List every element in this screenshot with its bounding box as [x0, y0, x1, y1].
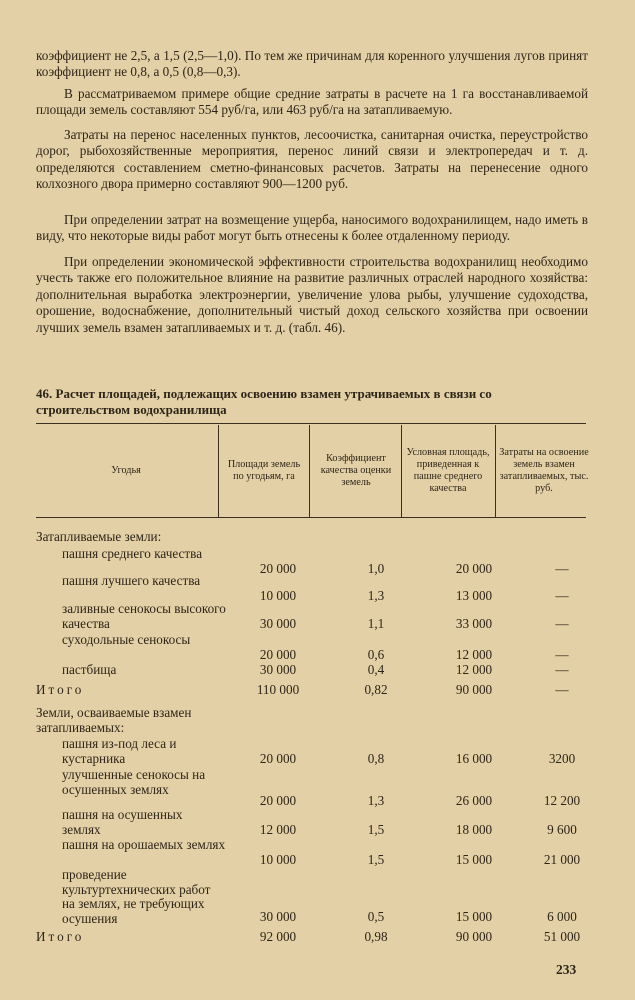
table-row [36, 601, 596, 631]
table-row [36, 867, 596, 926]
header-cell-lands: Угодья [111, 464, 141, 476]
cell-coefficient: 0,5 [367, 909, 385, 924]
cell-cost: 51 000 [543, 929, 581, 944]
cell-area: 20 000 [259, 561, 297, 576]
table-top-rule [36, 423, 586, 424]
row-label: пашня из-под леса и кустарника [62, 736, 177, 766]
cell-conditional-area: 33 000 [455, 616, 493, 631]
cell-conditional-area: 20 000 [455, 561, 493, 576]
table-row [36, 663, 596, 683]
total-row [36, 930, 596, 950]
row-label: пашня среднего качества [62, 546, 203, 561]
row-label: проведение культуртехнических работ на землях, не требующих осушения [62, 867, 211, 926]
cell-area: 12 000 [259, 822, 297, 837]
cell-area: 30 000 [259, 662, 297, 677]
cell-area: 30 000 [259, 909, 297, 924]
cell-coefficient: 1,3 [367, 588, 385, 603]
row-label: пашня на осушенных землях [62, 807, 183, 837]
cell-coefficient: 0,82 [364, 682, 388, 697]
table-row [36, 767, 596, 808]
cell-coefficient: 1,0 [367, 561, 385, 576]
total-row [36, 683, 596, 703]
paragraph-2: В рассматриваемом примере общие средние затраты в расчете на 1 га восстанавливаемой площади земель составляют 554 руб/га, или 463 руб/га на затапливаемую. [36, 86, 588, 118]
column-divider [495, 425, 496, 517]
table-row [36, 807, 596, 837]
cell-area: 20 000 [259, 647, 297, 662]
table-row [36, 573, 596, 603]
table-row [36, 546, 596, 576]
cell-cost: — [555, 647, 569, 662]
cell-conditional-area: 12 000 [455, 662, 493, 677]
cell-cost: 12 200 [543, 793, 581, 808]
cell-conditional-area: 15 000 [455, 909, 493, 924]
table-header-rule [36, 517, 586, 518]
paragraph-3: Затраты на перенос населенных пунктов, лесоочистка, санитарная очистка, переустройство дорог, рыбохозяйственные мероприятия, перенос линий связи и электропередач и т. д. определяются составлением сметно-финансовых расчетов. Затраты на перенесение одного колхозного двора примерно составляют 900—1200 руб. [36, 127, 588, 192]
cell-coefficient: 1,1 [367, 616, 385, 631]
cell-cost: 9 600 [547, 822, 577, 837]
cell-coefficient: 0,8 [367, 751, 385, 766]
paragraph-5: При определении экономической эффективности строительства водохранилищ необходимо учесть также его положительное влияние на развитие различных отраслей народного хозяйства: дополнительная выработка электроэнергии, увеличение улова рыбы, улучшение судоходства, орошение, водоснабжение, дополнительный чистый доход сельского хозяйства при освоении лучших земель взамен затапливаемых и т. д. (табл. 46). [36, 254, 588, 335]
table-row [36, 736, 596, 766]
row-label: пастбища [62, 662, 117, 677]
section-title: Затапливаемые земли: [36, 529, 162, 544]
total-label: Итого [36, 929, 85, 944]
cell-conditional-area: 13 000 [455, 588, 493, 603]
cell-conditional-area: 16 000 [455, 751, 493, 766]
cell-coefficient: 0,98 [364, 929, 388, 944]
column-divider [218, 425, 219, 517]
cell-area: 10 000 [259, 852, 297, 867]
cell-cost: 21 000 [543, 852, 581, 867]
cell-area: 92 000 [259, 929, 297, 944]
cell-cost: — [555, 561, 569, 576]
header-cell-area: Площади земель по угодьям, га [227, 458, 301, 482]
section-title: Земли, осваиваемые взамен затапливаемых: [36, 705, 192, 735]
cell-coefficient: 1,5 [367, 822, 385, 837]
cell-cost: — [555, 616, 569, 631]
row-label: пашня лучшего качества [62, 573, 201, 588]
total-label: Итого [36, 682, 85, 697]
paragraph-4: При определении затрат на возмещение ущерба, наносимого водохранилищем, надо иметь в виду, что некоторые виды работ могут быть отнесены к более отдаленному периоду. [36, 212, 588, 244]
row-label: улучшенные сенокосы на осушенных землях [62, 767, 206, 797]
cell-area: 110 000 [256, 682, 300, 697]
header-cell-costs: Затраты на освоение земель взамен затапливаемых, тыс. руб. [499, 446, 589, 495]
cell-coefficient: 1,5 [367, 852, 385, 867]
cell-area: 30 000 [259, 616, 297, 631]
column-divider [309, 425, 310, 517]
row-label: суходольные сенокосы [62, 632, 191, 647]
cell-cost: — [555, 588, 569, 603]
cell-area: 20 000 [259, 751, 297, 766]
table-row [36, 837, 596, 867]
cell-conditional-area: 18 000 [455, 822, 493, 837]
table-row [36, 632, 596, 662]
cell-area: 20 000 [259, 793, 297, 808]
cell-area: 10 000 [259, 588, 297, 603]
column-divider [401, 425, 402, 517]
table-caption: 46. Расчет площадей, подлежащих освоению взамен утрачиваемых в связи со строительством водохранилища [36, 386, 492, 417]
cell-conditional-area: 15 000 [455, 852, 493, 867]
cell-conditional-area: 90 000 [455, 929, 493, 944]
cell-coefficient: 1,3 [367, 793, 385, 808]
cell-conditional-area: 12 000 [455, 647, 493, 662]
cell-coefficient: 0,6 [367, 647, 385, 662]
row-label: заливные сенокосы высокого качества [62, 601, 226, 631]
cell-cost: 3200 [548, 751, 576, 766]
header-cell-coefficient: Коэффициент качества оценки земель [320, 452, 392, 489]
cell-cost: 6 000 [547, 909, 577, 924]
cell-coefficient: 0,4 [367, 662, 385, 677]
paragraph-1: коэффициент не 2,5, а 1,5 (2,5—1,0). По тем же причинам для коренного улучшения лугов принят коэффициент не 0,8, а 0,5 (0,8—0,3). [36, 48, 588, 80]
cell-conditional-area: 90 000 [455, 682, 493, 697]
cell-cost: — [555, 662, 569, 677]
cell-cost: — [555, 682, 569, 697]
page-number: 233 [556, 962, 577, 977]
row-label: пашня на орошаемых землях [62, 837, 226, 852]
cell-conditional-area: 26 000 [455, 793, 493, 808]
header-cell-conditional-area: Условная площадь, приведенная к пашне среднего качества [406, 446, 490, 495]
